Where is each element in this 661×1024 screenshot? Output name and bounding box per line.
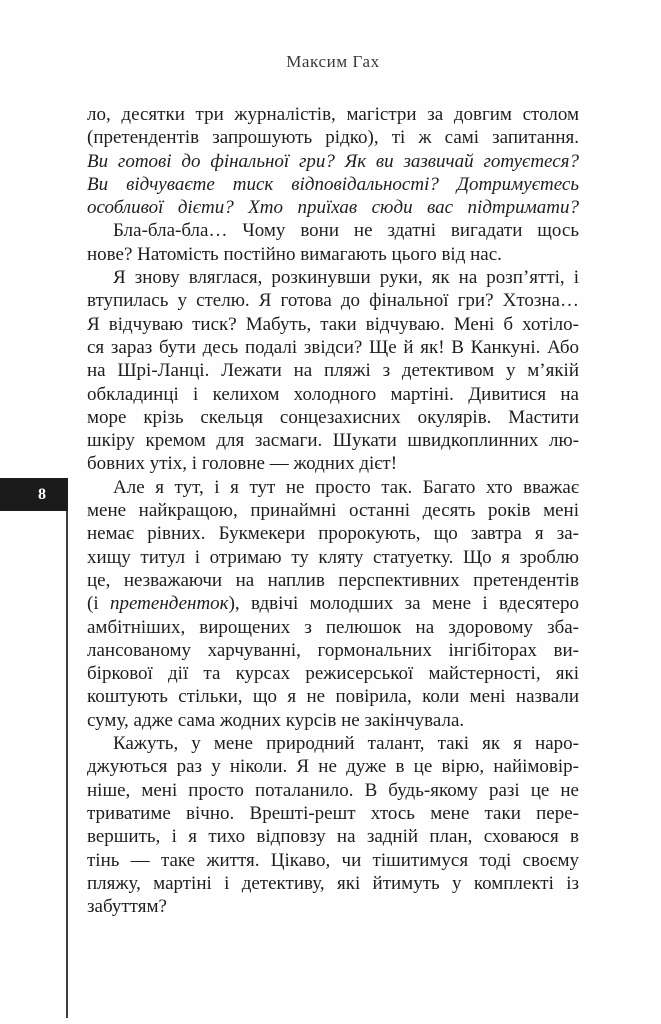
- text-line: бовних утіх, і головне — жодних дієт!: [87, 453, 398, 475]
- text-line: це, незважаючи на наплив перспективних претендентів: [87, 569, 579, 591]
- text-line: особливої дієти? Хто приїхав сюди вас підтримати?: [87, 197, 579, 219]
- text-segment: ), вдвічі молодших за мене і вдесятеро: [228, 593, 579, 615]
- text-line: шкіру кремом для засмаги. Шукати швидкоплинних лю-: [87, 430, 579, 452]
- page-number: 8: [38, 485, 46, 503]
- text-line: хищу титул і отримаю ту кляту статуетку. Що я зроблю: [87, 546, 579, 568]
- text-line: біркової дії та курсах режисерської майстерності, які: [87, 663, 579, 685]
- text-line: Бла-бла-бла… Чому вони не здатні вигадати щось: [113, 220, 579, 242]
- text-line: пляжу, мартіні і детективу, які йтимуть у комплекті із: [87, 872, 579, 894]
- margin-rule: [66, 511, 68, 1018]
- text-line: забуттям?: [87, 896, 167, 918]
- running-head-author: Максим Гах: [286, 52, 380, 71]
- text-line: ло, десятки три журналістів, магістри за довгим столом: [87, 104, 579, 125]
- text-line: джуються раз у ніколи. Я не дуже в це вірю, найімовір-: [87, 756, 579, 778]
- text-line: [87, 592, 579, 615]
- text-line: Я знову вляглася, розкинувши руки, як на розп’ятті, і: [113, 267, 579, 289]
- text-line: на Шрі-Ланці. Лежати на пляжі з детективом у м’якій: [87, 360, 579, 382]
- text-line: Я відчуваю тиск? Мабуть, таки відчуваю. Мені б хотіло-: [87, 313, 579, 335]
- text-line: суму, адже сама жодних курсів не закінчувала.: [87, 709, 465, 731]
- text-line: амбітніших, вирощених з пелюшок на здоровому зба-: [87, 616, 579, 638]
- text-line: Ви відчуваєте тиск відповідальності? Дотримуєтесь: [87, 173, 579, 195]
- text-line: лансованому харчуванні, гормональних інгібіторах ви-: [87, 639, 579, 661]
- body-text: [87, 103, 579, 918]
- text-line: нове? Натомість постійно вимагають цього від нас.: [87, 243, 502, 265]
- text-line: Кажуть, у мене природний талант, такі як я наро-: [113, 733, 579, 755]
- text-line: море крізь скельця сонцезахисних окулярів. Мастити: [87, 406, 579, 428]
- text-line: Ви готові до фінальної гри? Як ви зазвичай готуєтеся?: [87, 150, 579, 172]
- text-line: коштують стільки, що я не повірила, коли мені назвали: [87, 686, 579, 708]
- text-line: втупилась у стелю. Я готова до фінальної гри? Хтозна…: [87, 290, 579, 312]
- page-number-box: [0, 478, 68, 511]
- text-line: немає рівних. Букмекери пророкують, що завтра я за-: [87, 523, 579, 545]
- italic-text-segment: претенденток: [109, 593, 229, 615]
- text-line: мене найкращою, принаймні останні десять років мені: [87, 500, 579, 522]
- text-segment: (і: [87, 593, 110, 615]
- text-line: Але я тут, і я тут не просто так. Багато хто вважає: [113, 476, 579, 498]
- text-line: вершить, і я тихо відповзу на задній план, сховаюся в: [87, 826, 579, 848]
- text-line: обкладинці і келихом холодного мартіні. Дивитися на: [87, 383, 579, 405]
- text-line: (претендентів запрошують рідко), ті ж самі запитання.: [87, 127, 579, 149]
- text-line: ніше, мені просто поталанило. В будь-якому разі це не: [87, 779, 579, 801]
- text-line: тінь — таке життя. Цікаво, чи тішитимуся тоді своєму: [87, 849, 579, 871]
- text-line: ся зараз бути десь подалі звідси? Ще й як! В Канкуні. Або: [87, 336, 579, 358]
- text-line: триватиме вічно. Врешті-решт хтось мене таки пере-: [87, 802, 579, 824]
